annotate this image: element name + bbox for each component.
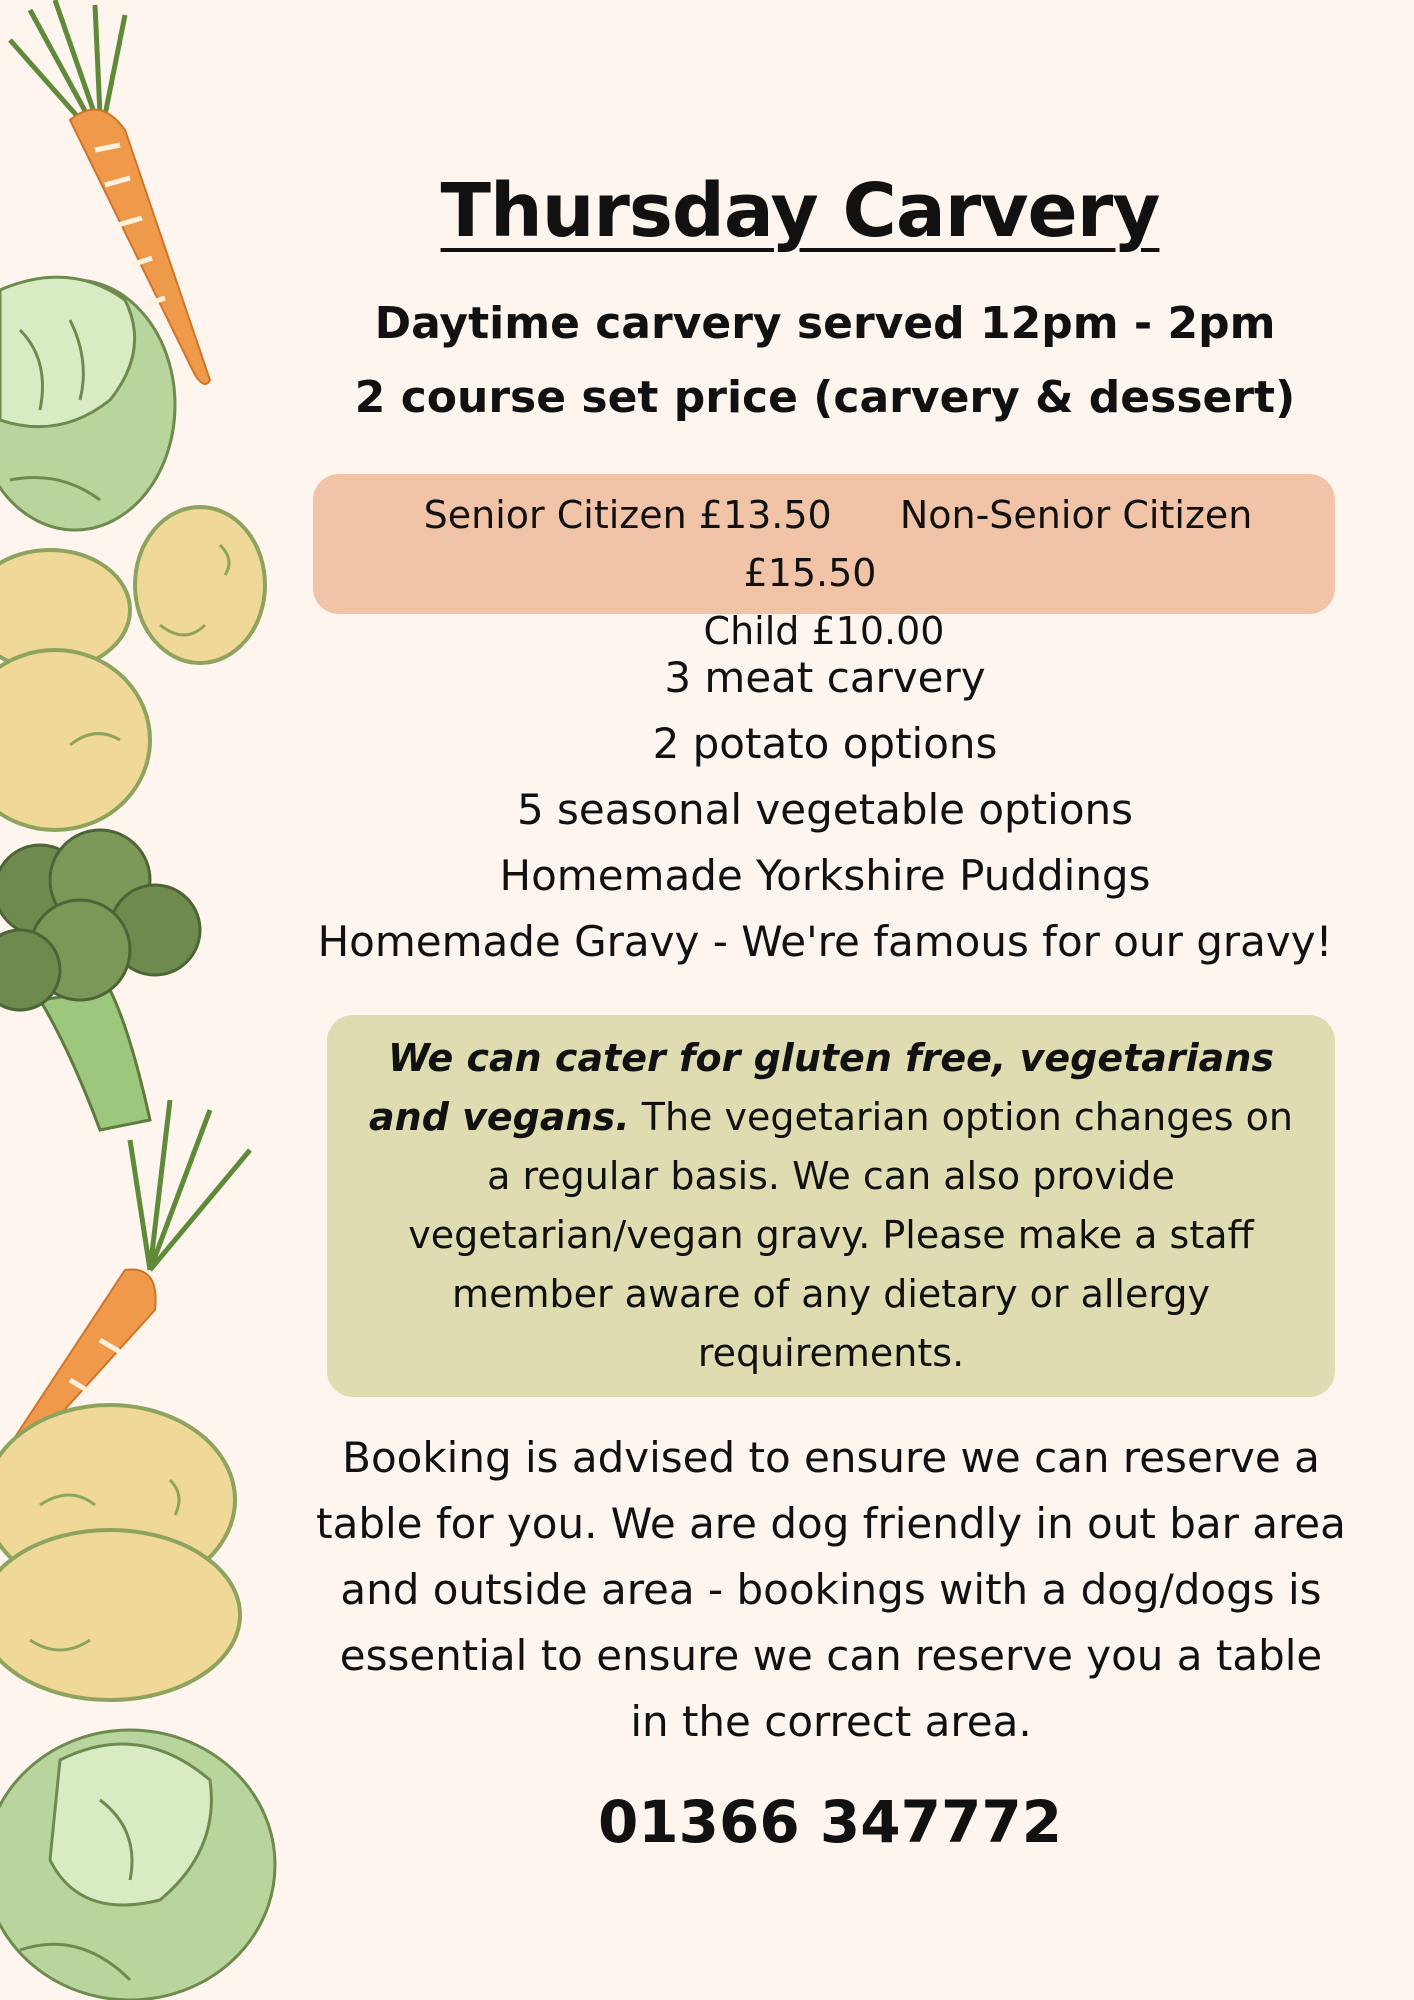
cabbage-illustration: [0, 277, 175, 530]
booking-note: Booking is advised to ensure we can reserve a table for you. We are dog friendly in out bar area and outside area - bookings with a dog/dogs is essential to ensure we can reserve you a table in the correct area.: [316, 1433, 1346, 1746]
price-box: [313, 474, 1335, 653]
serving-times: Daytime carvery served 12pm - 2pm: [374, 298, 1276, 349]
dietary-box: [327, 1015, 1335, 1397]
child-price: Child £10.00: [703, 609, 945, 653]
potato-illustration: [0, 1405, 240, 1700]
dietary-text: The vegetarian option changes on a regular basis. We can also provide vegetarian/vegan gravy. Please make a staff member aware of any dietary or allergy requirements.: [408, 1095, 1293, 1375]
broccoli-illustration: [0, 830, 200, 1130]
list-item: Homemade Gravy - We're famous for our gravy!: [317, 917, 1333, 966]
dietary-emphasis: We can cater for gluten free, vegetarians and vegans.: [369, 1036, 1274, 1139]
cabbage-illustration: [0, 1730, 275, 2000]
non-senior-price: Non-Senior Citizen £15.50: [743, 493, 1253, 595]
list-item: Homemade Yorkshire Puddings: [499, 851, 1151, 900]
senior-price: Senior Citizen £13.50: [423, 493, 832, 537]
feature-list: [300, 645, 1350, 975]
page-title: Thursday Carvery: [440, 168, 1160, 254]
list-item: 3 meat carvery: [664, 653, 986, 702]
phone-number: 01366 347772: [597, 1788, 1063, 1856]
potato-illustration: [0, 507, 265, 830]
vegetable-border: [0, 0, 280, 2000]
list-item: 5 seasonal vegetable options: [516, 785, 1134, 834]
set-price-note: 2 course set price (carvery & dessert): [354, 372, 1296, 423]
list-item: 2 potato options: [652, 719, 998, 768]
